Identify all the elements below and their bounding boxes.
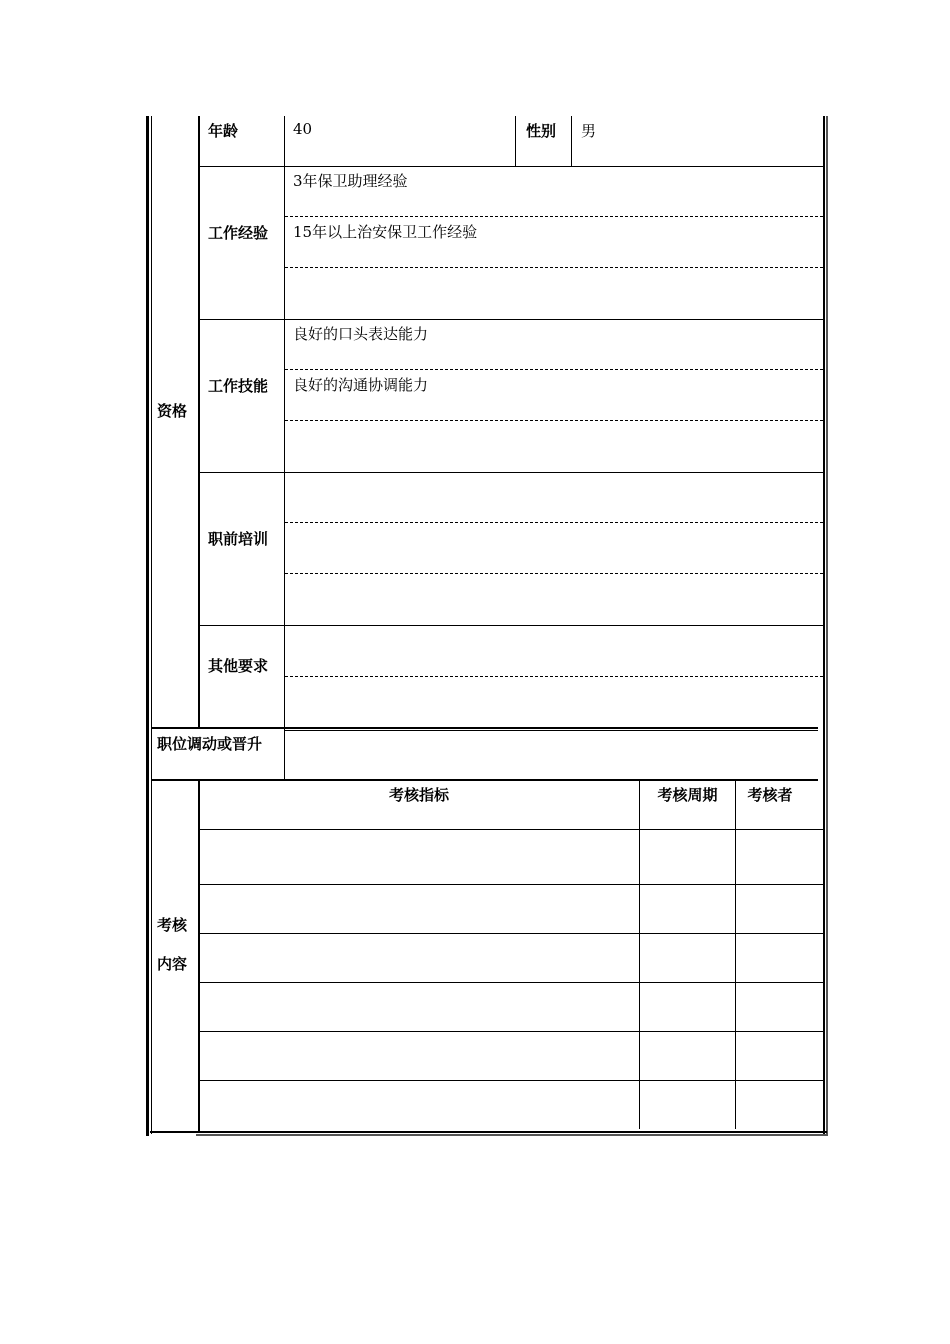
gender-label: 性别 xyxy=(526,122,557,140)
assessment-section-label-line1: 考核 xyxy=(157,916,188,934)
row-line-training xyxy=(199,625,823,626)
outer-left-border xyxy=(146,116,149,1136)
pre-job-training-label: 职前培训 xyxy=(208,530,269,548)
exp-dash-1 xyxy=(285,216,823,217)
outer-left-inner-border xyxy=(151,116,152,1134)
transfer-top-line xyxy=(152,727,818,729)
qual-col-sep-1 xyxy=(198,116,200,728)
skill-dash-2 xyxy=(285,420,823,421)
outer-bottom-shadow xyxy=(196,1134,828,1136)
row-line-experience xyxy=(199,319,823,320)
period-header: 考核周期 xyxy=(657,786,718,804)
outer-right-border xyxy=(823,116,825,1136)
age-value-sep xyxy=(515,116,516,166)
assess-row-line-2 xyxy=(199,933,823,934)
assess-col-sep-1 xyxy=(198,781,200,1131)
train-dash-1 xyxy=(285,522,823,523)
transfer-bottom-line xyxy=(152,779,818,781)
assessor-header: 考核者 xyxy=(747,786,793,804)
row-line-age xyxy=(199,166,823,167)
skill-dash-1 xyxy=(285,369,823,370)
other-dash-1 xyxy=(285,676,823,677)
assess-row-line-3 xyxy=(199,982,823,983)
work-skills-label: 工作技能 xyxy=(208,377,269,395)
transfer-top-line-2 xyxy=(285,730,818,731)
work-skills-line-2: 良好的沟通协调能力 xyxy=(293,376,429,394)
age-value: 40 xyxy=(293,120,313,138)
work-experience-label: 工作经验 xyxy=(208,224,269,242)
assess-col-sep-3 xyxy=(735,781,736,1129)
assess-col-sep-2 xyxy=(639,781,640,1129)
outer-right-shadow xyxy=(826,116,828,1136)
other-requirements-label: 其他要求 xyxy=(208,657,269,675)
assess-row-line-1 xyxy=(199,884,823,885)
work-experience-line-1: 3年保卫助理经验 xyxy=(293,172,408,190)
assess-row-line-5 xyxy=(199,1080,823,1081)
age-label: 年龄 xyxy=(208,122,239,140)
assess-row-line-4 xyxy=(199,1031,823,1032)
assessment-section-label-line2: 内容 xyxy=(157,955,188,973)
outer-bottom-border xyxy=(150,1131,827,1133)
transfer-label: 职位调动或晋升 xyxy=(157,735,263,753)
train-dash-2 xyxy=(285,573,823,574)
work-skills-line-1: 良好的口头表达能力 xyxy=(293,325,429,343)
assess-header-line xyxy=(199,829,823,830)
indicator-header: 考核指标 xyxy=(388,786,449,804)
gender-label-sep xyxy=(571,116,572,166)
work-experience-line-2: 15年以上治安保卫工作经验 xyxy=(293,223,478,241)
row-line-skills xyxy=(199,472,823,473)
exp-dash-2 xyxy=(285,267,823,268)
qualification-section-label: 资格 xyxy=(157,402,188,420)
gender-value: 男 xyxy=(581,122,597,140)
